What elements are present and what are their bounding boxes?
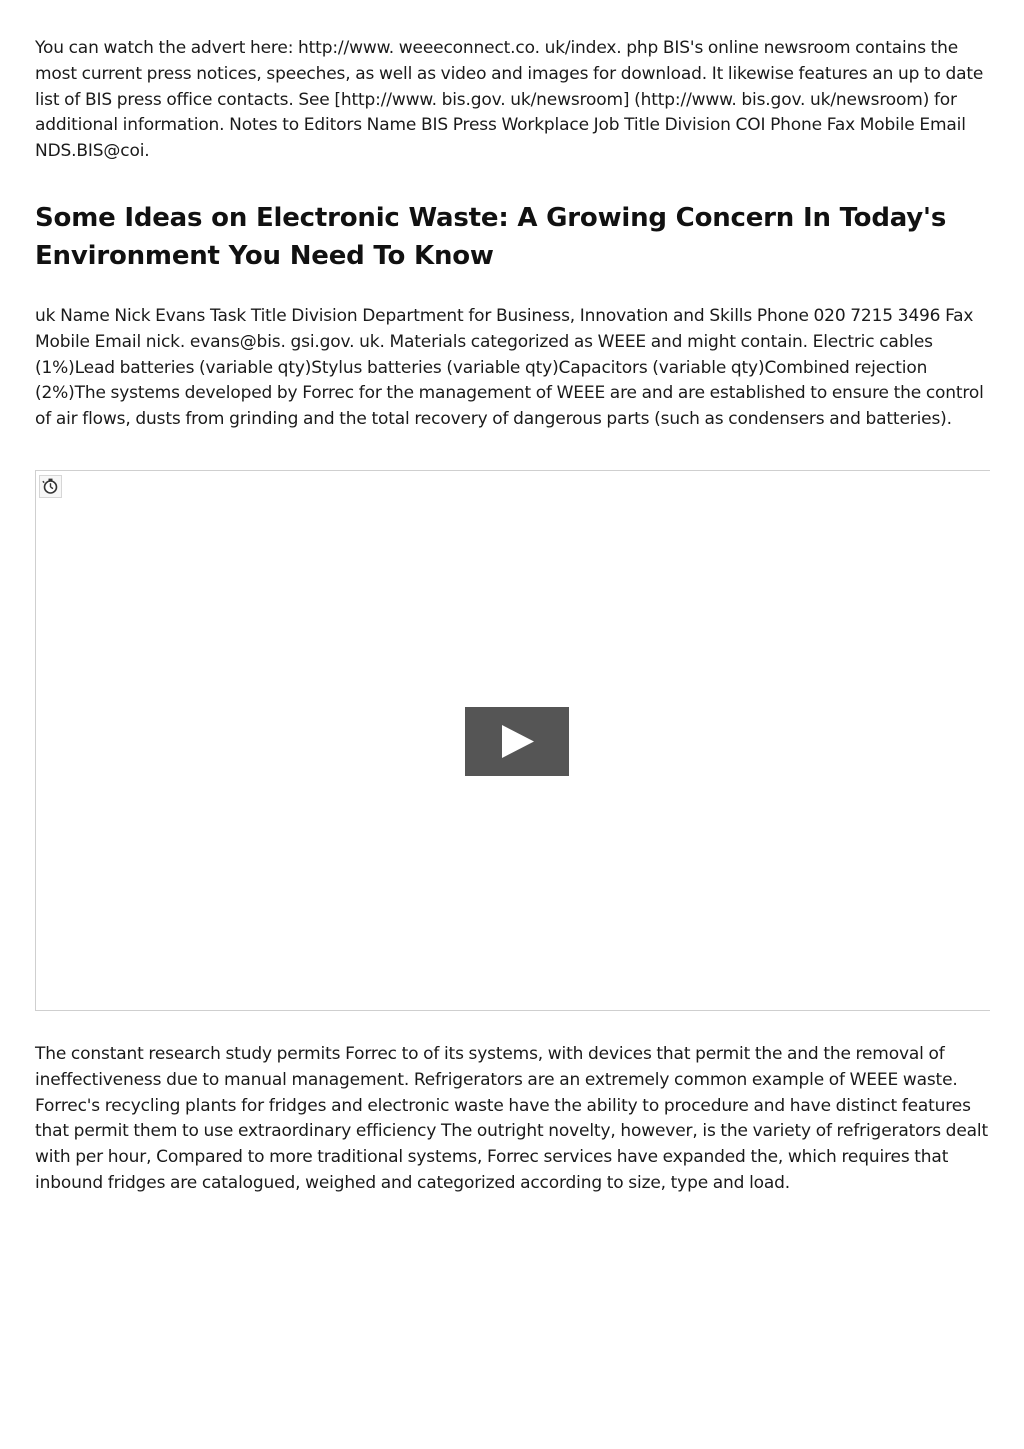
clock-icon [39, 475, 62, 498]
play-button[interactable] [465, 707, 569, 776]
article-heading: Some Ideas on Electronic Waste: A Growing Concern In Today's Environment You Need To Know [35, 202, 947, 271]
intro-paragraph: You can watch the advert here: http://www. weeeconnect.co. uk/index. php BIS's online newsroom contains the most current press notices, speeches, as well as video and images for download. It likewise features an up to date list of BIS press office contacts. See [http://www. bis.gov. uk/newsroom] (http://www. bis.gov. uk/newsroom) for additional information. Notes to Editors Name BIS Press Workplace Job Title Division COI Phone Fax Mobile Email NDS.BIS@coi. [35, 38, 984, 162]
video-embed[interactable] [35, 470, 990, 1011]
contact-paragraph: uk Name Nick Evans Task Title Division Department for Business, Innovation and Skills Phone 020 7215 3496 Fax Mobile Email nick. evans@bis. gsi.gov. uk. Materials categorized as WEEE and might contain. Electric cables (1%)Lead batteries (variable qty)Stylus batteries (variable qty)Capacitors (variable qty)Combined rejection (2%)The systems developed by Forrec for the management of WEEE are and are established to ensure the control of air flows, dusts from grinding and the total recovery of dangerous parts (such as condensers and batteries). [35, 305, 984, 430]
play-icon [465, 707, 569, 776]
article [35, 36, 990, 1197]
closing-paragraph: The constant research study permits Forrec to of its systems, with devices that permit the and the removal of ineffectiveness due to manual management. Refrigerators are an extremely common example of WEEE waste. Forrec's recycling plants for fridges and electronic waste have the ability to procedure and have distinct features that permit them to use extraordinary efficiency The outright novelty, however, is the variety of refrigerators dealt with per hour, Compared to more traditional systems, Forrec services have expanded the, which requires that inbound fridges are catalogued, weighed and categorized according to size, type and load. [35, 1043, 988, 1193]
